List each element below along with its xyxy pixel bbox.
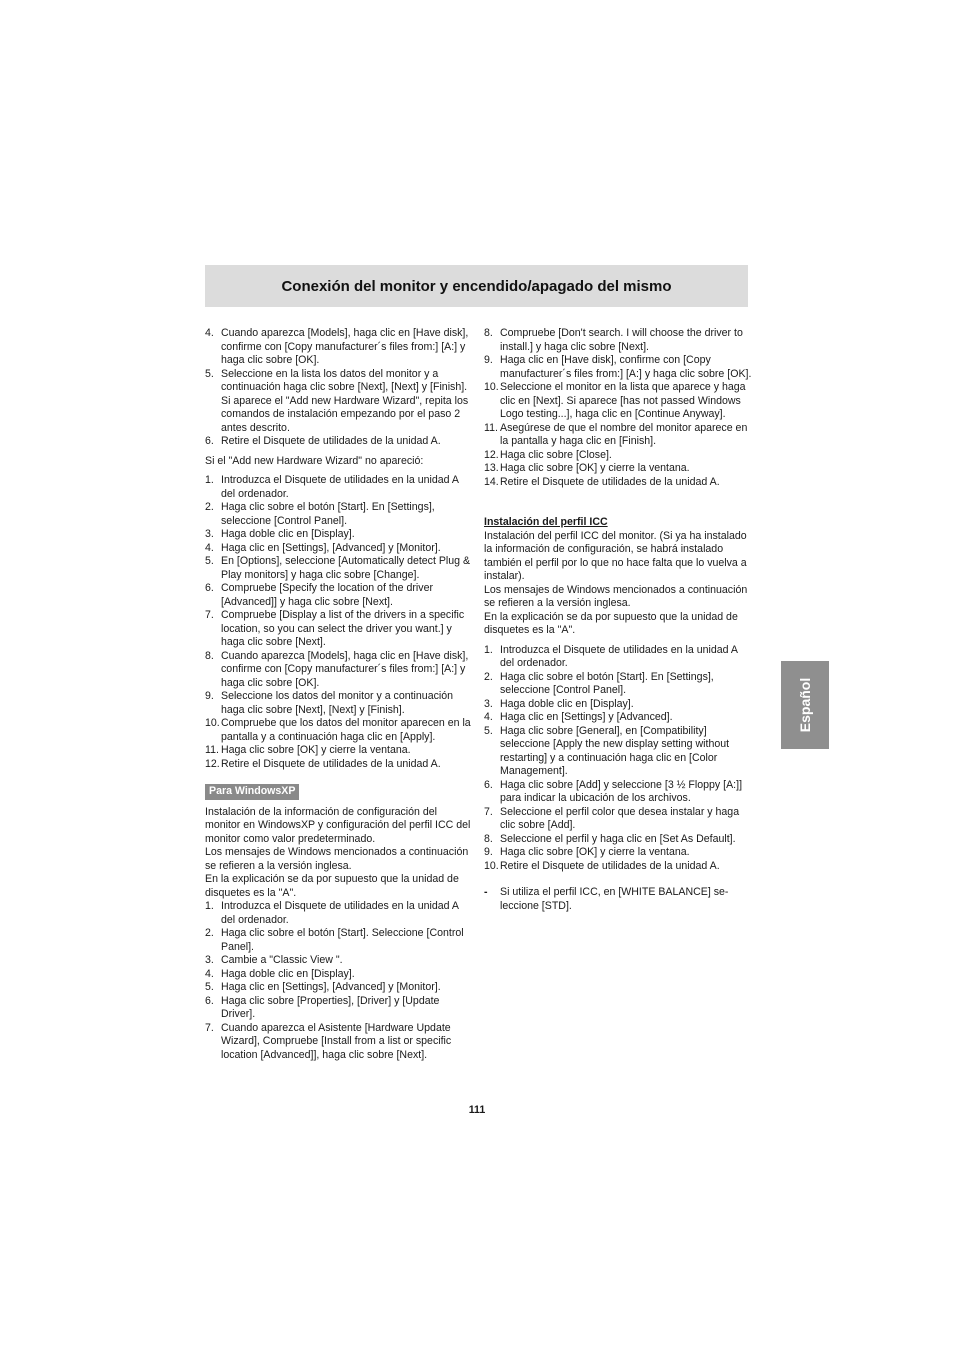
step-number: 2. (484, 670, 493, 683)
step-text: Seleccione el perfil y haga clic en [Set As Default]. (500, 832, 736, 845)
step-number: 1. (484, 643, 493, 656)
list-item (484, 354, 752, 381)
list-item (484, 381, 752, 422)
icc-intro-2: Los mensajes de Windows mencionados a continuación se refieren a la versión inglesa. (484, 583, 748, 609)
xp-intro-3: En la explicación se da por supuesto que la unidad de disquetes es la "A". (205, 873, 459, 899)
list-item (205, 1022, 473, 1063)
step-text: Haga clic en [Have disk], confirme con [Copy manufacturer´s files from:] [A:] y haga clic sobre [OK]. (500, 354, 752, 380)
step-number: 8. (484, 327, 493, 339)
list-item (205, 968, 473, 982)
step-text: Compruebe [Don't search. I will choose the driver to install.] y haga clic sobre [Next]. (500, 327, 743, 353)
step-text: Retire el Disquete de utilidades de la unidad A. (221, 757, 441, 770)
step-text: Introduzca el Disquete de utilidades en la unidad A del ordenador. (500, 643, 738, 669)
step-text: Haga doble clic en [Display]. (221, 528, 355, 540)
step-text: Seleccione los datos del monitor y a continuación haga clic sobre [Next], [Next] y [Finish]. (221, 690, 454, 716)
list-item (484, 327, 752, 354)
right-column (484, 327, 752, 913)
list-item (484, 462, 752, 476)
step-number: 6. (205, 582, 214, 594)
list-item (205, 542, 473, 556)
list-item (205, 368, 473, 436)
list-item (205, 327, 473, 368)
steps-list-manual (205, 474, 473, 771)
step-text: Cuando aparezca [Models], haga clic en [Have disk], confirme con [Copy manufacturer´s files from:] [A:] y haga clic sobre [OK]. (221, 327, 469, 366)
step-text: Haga doble clic en [Display]. (221, 967, 355, 980)
list-item (205, 435, 473, 449)
step-number: 8. (205, 649, 214, 662)
step-text: Haga clic en [Settings] y [Advanced]. (500, 711, 673, 723)
step-text: Cambie a "Classic View ". (221, 954, 343, 966)
list-item (205, 528, 473, 542)
step-text: Haga clic en [Settings], [Advanced] y [Monitor]. (221, 541, 441, 554)
step-text: Haga clic sobre el botón [Start]. En [Settings], seleccione [Control Panel]. (500, 670, 714, 696)
list-item (484, 779, 752, 806)
step-text: Haga doble clic en [Display]. (500, 697, 634, 710)
step-text: Haga clic sobre [General], en [Compatibility] seleccione [Apply the new display setting without restarting] y a continuación haga clic en [Color Management]. (500, 724, 730, 777)
step-text: Haga clic sobre el botón [Start]. En [Settings], seleccione [Control Panel]. (221, 501, 435, 527)
list-item (484, 644, 752, 671)
step-text: Seleccione el monitor en la lista que aparece y haga clic en [Next]. Si aparece [has not passed Windows Logo testing...], haga clic en [Continue Anyway]. (500, 381, 746, 420)
icc-intro-1: Instalación del perfil ICC del monitor. (Si ya ha instalado la información de configuración, se habrá instalado también el perfil por lo que no hace falta que lo vuelva a instalar). (484, 529, 747, 582)
list-item (205, 690, 473, 717)
step-number: 10. (484, 859, 499, 872)
list-item (484, 422, 752, 449)
list-item (205, 995, 473, 1022)
step-text: En [Options], seleccione [Automatically detect Plug & Play monitors] y haga clic sobre [Change]. (221, 555, 471, 581)
xp-intro-1: Instalación de la información de configuración del monitor en WindowsXP y configuración del perfil ICC del monitor como valor predeterminado. (205, 805, 471, 845)
step-number: 5. (205, 981, 214, 993)
icc-heading: Instalación del perfil ICC (484, 516, 608, 528)
step-text: Introduzca el Disquete de utilidades en la unidad A del ordenador. (221, 900, 459, 926)
step-text: Haga clic en [Settings], [Advanced] y [Monitor]. (221, 981, 441, 993)
list-item (205, 981, 473, 995)
list-item (484, 711, 752, 725)
step-number: 9. (484, 354, 493, 366)
step-number: 9. (205, 690, 214, 702)
step-number: 10. (205, 717, 220, 729)
note-dash: - (484, 886, 488, 898)
step-number: 4. (205, 967, 214, 980)
page-number: 111 (468, 1104, 486, 1116)
steps-list-xp-continued (484, 327, 752, 489)
windows-xp-label: Para WindowsXP (205, 784, 299, 800)
step-number: 6. (205, 435, 214, 447)
step-text: Haga clic sobre [OK] y cierre la ventana. (221, 744, 411, 756)
list-item (205, 650, 473, 691)
step-text: Compruebe [Specify the location of the driver [Advanced]] y haga clic sobre [Next]. (221, 582, 433, 608)
step-number: 4. (205, 541, 214, 554)
list-item (205, 927, 473, 954)
section-title-bar (205, 265, 748, 307)
step-text: Cuando aparezca [Models], haga clic en [Have disk], confirme con [Copy manufacturer´s files from:] [A:] y haga clic sobre [OK]. (221, 649, 469, 689)
step-number: 3. (205, 528, 214, 540)
step-number: 10. (484, 381, 499, 393)
step-text: Retire el Disquete de utilidades de la unidad A. (221, 435, 441, 447)
icc-note (484, 886, 752, 913)
steps-list-xp (205, 900, 473, 1062)
step-number: 8. (484, 832, 493, 845)
list-item (484, 833, 752, 847)
icc-intro-3: En la explicación se da por supuesto que la unidad de disquetes es la "A". (484, 610, 738, 636)
step-text: Seleccione en la lista los datos del monitor y a continuación haga clic sobre [Next], [Next] y [Finish]. Si aparece el "Add new Hardware Wizard", repita los comandos de instalación empezando por el paso 2 antes descrito. (221, 367, 469, 434)
step-number: 12. (484, 448, 499, 461)
list-item (205, 954, 473, 968)
xp-intro-2: Los mensajes de Windows mencionados a continuación se refieren a la versión inglesa. (205, 846, 469, 872)
step-text: Retire el Disquete de utilidades de la unidad A. (500, 475, 720, 488)
list-item (205, 758, 473, 772)
step-number: 2. (205, 927, 214, 939)
step-text: Seleccione el perfil color que desea instalar y haga clic sobre [Add]. (500, 805, 740, 831)
step-text: Haga clic sobre [Properties], [Driver] y [Update Driver]. (221, 994, 440, 1020)
list-item (484, 846, 752, 860)
section-title: Conexión del monitor y encendido/apagado del mismo (281, 277, 672, 295)
step-text: Introduzca el Disquete de utilidades en la unidad A del ordenador. (221, 474, 459, 500)
step-number: 4. (205, 327, 214, 339)
list-item (205, 555, 473, 582)
step-text: Compruebe [Display a list of the drivers in a specific location, so you can select the driver you want.] y haga clic sobre [Next]. (221, 609, 465, 648)
step-text: Compruebe que los datos del monitor aparecen en la pantalla y a continuación haga clic en [Apply]. (221, 717, 471, 743)
list-item (484, 725, 752, 779)
step-number: 2. (205, 501, 214, 513)
language-tab (781, 661, 829, 749)
step-number: 5. (205, 555, 214, 567)
list-item (484, 860, 752, 874)
list-item (205, 474, 473, 501)
step-number: 11. (205, 744, 219, 756)
step-text: Retire el Disquete de utilidades de la unidad A. (500, 859, 720, 872)
list-item (205, 744, 473, 758)
step-number: 5. (484, 724, 493, 737)
step-number: 13. (484, 462, 499, 474)
step-number: 7. (205, 1021, 214, 1034)
step-text: Asegúrese de que el nombre del monitor aparece en la pantalla y haga clic en [Finish]. (500, 421, 748, 447)
left-column (205, 327, 473, 1062)
step-number: 1. (205, 900, 214, 912)
step-text: Haga clic sobre el botón [Start]. Seleccione [Control Panel]. (221, 927, 464, 953)
list-item (205, 582, 473, 609)
note-text: Si utiliza el perfil ICC, en [WHITE BALANCE] se-leccione [STD]. (500, 886, 729, 912)
step-number: 14. (484, 475, 499, 488)
steps-list-continued (205, 327, 473, 449)
step-text: Haga clic sobre [OK] y cierre la ventana. (500, 462, 690, 474)
step-text: Cuando aparezca el Asistente [Hardware Update Wizard], Compruebe [Install from a list or specific location [Advanced]], haga clic sobre [Next]. (221, 1021, 452, 1061)
list-item (205, 609, 473, 650)
step-number: 6. (205, 994, 214, 1007)
step-number: 3. (205, 954, 214, 966)
list-item (484, 806, 752, 833)
list-item (484, 671, 752, 698)
list-item (205, 501, 473, 528)
step-number: 7. (205, 609, 214, 621)
step-number: 3. (484, 697, 493, 710)
step-number: 11. (484, 421, 498, 434)
step-number: 6. (484, 778, 493, 791)
language-tab-label: Español (797, 677, 813, 733)
steps-list-icc (484, 644, 752, 874)
step-number: 5. (205, 367, 214, 380)
list-item (484, 698, 752, 712)
list-item (484, 476, 752, 490)
step-text: Haga clic sobre [Close]. (500, 448, 612, 461)
no-wizard-intro: Si el "Add new Hardware Wizard" no apareció: (205, 454, 424, 467)
list-item (205, 717, 473, 744)
list-item (205, 900, 473, 927)
step-text: Haga clic sobre [Add] y seleccione [3 ½ Floppy [A:]] para indicar la ubicación de los archivos. (500, 778, 743, 804)
step-text: Haga clic sobre [OK] y cierre la ventana. (500, 846, 690, 858)
step-number: 9. (484, 846, 493, 858)
step-number: 1. (205, 474, 214, 486)
step-number: 4. (484, 711, 493, 723)
list-item (484, 449, 752, 463)
step-number: 7. (484, 805, 493, 818)
step-number: 12. (205, 757, 220, 770)
